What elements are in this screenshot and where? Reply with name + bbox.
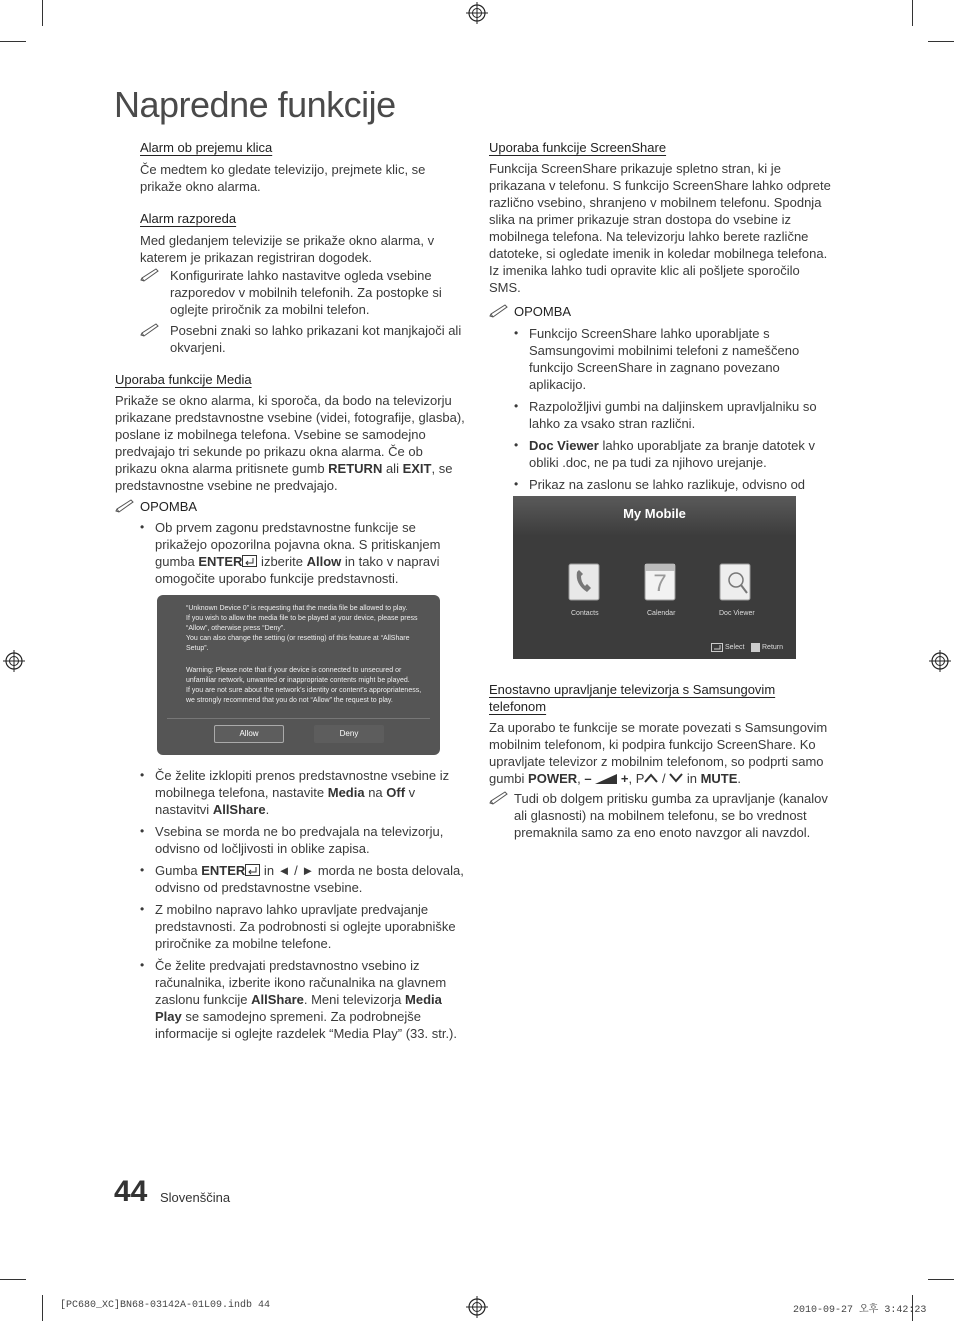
- note-text: Posebni znaki so lahko prikazani kot manjkajoči ali okvarjeni.: [170, 323, 462, 355]
- dialog-line: If you are not sure about the network’s identity or content’s appropriateness,: [186, 687, 422, 694]
- enter-icon: [242, 555, 257, 567]
- pencil-note-icon: [115, 499, 135, 513]
- paragraph: Prikaže se okno alarma, ki sporoča, da bodo na televizorju prikazane predstavnostne vsebine (videi, fotografije, glasba), poslane iz mobilnega telefona. Vsebine se samodejno predvajajo tri sekunde po prikazu okna alarma. Če ob prikazu okna alarma pritisnete gumb RETURN ali EXIT, se predstavnostne vsebine ne predvajajo.: [115, 393, 465, 493]
- list-item: • Vsebina se morda ne bo predvajala na televizorju, odvisno od ločljivosti in oblike zapisa.: [140, 823, 465, 857]
- crop-mark: [928, 41, 954, 42]
- list-item: • Razpoložljivi gumbi na daljinskem upravljalniku so lahko za vsako stran različni.: [514, 398, 835, 432]
- allow-button[interactable]: Allow: [214, 725, 284, 743]
- registration-mark-icon: [929, 650, 951, 672]
- note-text: Konfigurirate lahko nastavitve ogleda vsebine razporedov v mobilnih telefonih. Za postopke si oglejte priročnik za mobilni telefon.: [170, 268, 442, 317]
- deny-button[interactable]: Deny: [314, 725, 384, 743]
- dialog-line: “Unknown Device 0” is requesting that the media file be allowed to play.: [186, 605, 408, 612]
- dialog-message: [186, 604, 436, 706]
- pencil-note-icon: [489, 791, 509, 805]
- calendar-day: 7: [653, 570, 667, 597]
- note: [140, 322, 465, 356]
- paragraph: Če medtem ko gledate televizijo, prejmete klic, se prikaže okno alarma.: [140, 162, 426, 194]
- dialog-line: Setup”.: [186, 645, 209, 652]
- calendar-label: Calendar: [647, 610, 676, 617]
- section-heading: Enostavno upravljanje televizorja s Samsungovim telefonom: [489, 682, 776, 714]
- opomba-label: OPOMBA: [514, 304, 572, 319]
- list-item: • Če želite izklopiti prenos predstavnostne vsebine iz mobilnega telefona, nastavite Media na Off v nastavitvi AllShare.: [140, 767, 465, 818]
- paragraph: Funkcija ScreenShare prikazuje spletno stran, ki je prikazana v telefonu. S funkcijo ScreenShare lahko odprete različno vsebino, shranjeno v mobilnem telefonu. Spodnja slika na primer prikazuje stran dostopa do vsebine iz mobilnega telefona. Na televizorju lahko berete različne datoteke, si ogledate imenik in koledar mobilnega telefona. Iz imenika lahko tudi opravite klic ali pošljete sporočilo SMS.: [489, 161, 831, 295]
- list-item: • Prikaz na zaslonu se lahko razlikuje, odvisno od: [514, 476, 835, 510]
- dialog-line: unfamiliar network, unwanted or inappropriate contents might be played.: [186, 677, 410, 684]
- section-heading: Alarm razporeda: [140, 211, 237, 226]
- pencil-note-icon: [140, 323, 160, 337]
- note: [489, 790, 835, 841]
- page-language: Slovenščina: [160, 1190, 231, 1205]
- enter-icon: [711, 643, 723, 652]
- page-title: Napredne funkcije: [114, 84, 396, 125]
- return-label: Return: [762, 644, 784, 651]
- doc-viewer-icon[interactable]: [718, 562, 752, 602]
- registration-mark-icon: [466, 1296, 488, 1318]
- bullet-list: [115, 519, 465, 587]
- crop-mark: [42, 1295, 43, 1321]
- doc-viewer-label: Doc Viewer: [719, 610, 755, 617]
- section-heading: Uporaba funkcije Media: [115, 372, 252, 387]
- tv-dialog-screenshot: [157, 595, 440, 755]
- crop-mark: [42, 0, 43, 26]
- list-item: • Ob prvem zagonu predstavnostne funkcije se prikažejo opozorilna pojavna okna. S pritiskanjem gumba ENTER izberite Allow in tako v napravi omogočite uporabo funkcije predstavnosti.: [140, 519, 465, 587]
- registration-mark-icon: [3, 650, 25, 672]
- dialog-line: Warning: Please note that if your device is connected to unsecured or: [186, 667, 402, 674]
- bullet-list: [489, 325, 835, 510]
- right-column-continued: [489, 681, 835, 841]
- dialog-line: we strongly recommend that you do not “Allow” the request to play.: [186, 697, 393, 704]
- contacts-icon[interactable]: [567, 562, 601, 602]
- dialog-line: You can also change the setting (or resetting) of this feature at “AllShare: [186, 635, 410, 642]
- return-icon: [751, 643, 760, 652]
- print-footer-right: 2010-09-27 오후 3:42:23: [793, 1305, 927, 1316]
- list-item: • Gumba ENTER in ◄ / ► morda ne bosta delovala, odvisno od predstavnostne vsebine.: [140, 862, 465, 896]
- dialog-line: “Allow”, otherwise press “Deny”.: [186, 625, 286, 632]
- my-mobile-screenshot: [513, 496, 796, 659]
- pencil-note-icon: [489, 304, 509, 318]
- chevron-up-icon: [644, 773, 658, 783]
- list-item: • Doc Viewer lahko uporabljate za branje datotek v obliki .doc, ne pa tudi za njihovo urejanje.: [514, 437, 835, 471]
- paragraph: Za uporabo te funkcije se morate povezati s Samsungovim mobilnim telefonom, ki podpira funkcijo ScreenShare. Ko upravljate televizor z mobilnim telefonom, so podprti samo gumbi POWER, – +, P / in MUTE.: [489, 720, 828, 786]
- select-label: Select: [725, 644, 745, 651]
- note: [140, 267, 465, 318]
- page-number: 44: [114, 1175, 148, 1208]
- registration-mark-icon: [466, 2, 488, 24]
- opomba-header: [115, 498, 465, 515]
- contacts-label: Contacts: [571, 610, 599, 617]
- left-column-continued: [140, 767, 465, 1047]
- dialog-divider: [167, 718, 430, 719]
- print-footer-left: [PC680_XC]BN68-03142A-01L09.indb 44: [60, 1300, 271, 1311]
- right-column: [489, 139, 835, 515]
- crop-mark: [0, 1279, 26, 1280]
- section-heading: Uporaba funkcije ScreenShare: [489, 140, 667, 155]
- opomba-label: OPOMBA: [140, 499, 198, 514]
- chevron-down-icon: [669, 773, 683, 783]
- volume-icon: [595, 774, 617, 784]
- crop-mark: [0, 41, 26, 42]
- my-mobile-title: My Mobile: [623, 506, 686, 521]
- pencil-note-icon: [140, 268, 160, 282]
- section-alarm-call: [115, 139, 465, 356]
- crop-mark: [912, 0, 913, 26]
- dialog-line: If you wish to allow the media file to be played at your device, please press: [186, 615, 418, 622]
- left-column: [115, 139, 465, 592]
- list-item: • Z mobilno napravo lahko upravljate predvajanje predstavnosti. Za podrobnosti si oglejte uporabniške priročnike za mobilne telefone.: [140, 901, 465, 952]
- opomba-header: [489, 303, 835, 320]
- section-heading: Alarm ob prejemu klica: [140, 140, 273, 155]
- note-text: Tudi ob dolgem pritisku gumba za upravljanje (kanalov ali glasnosti) na mobilnem telefonu, se bo vrednost premaknila samo za eno enoto navzgor ali navzdol.: [514, 791, 828, 840]
- list-item: • Funkcijo ScreenShare lahko uporabljate s Samsungovimi mobilnimi telefoni z nameščeno funkcijo ScreenShare in zagnano povezano aplikacijo.: [514, 325, 835, 393]
- crop-mark: [928, 1279, 954, 1280]
- paragraph: Med gledanjem televizije se prikaže okno alarma, v katerem je prikazan registriran dogodek.: [140, 233, 435, 265]
- enter-icon: [245, 864, 260, 876]
- list-item: • Če želite predvajati predstavnostno vsebino iz računalnika, izberite ikono računalnika na glavnem zaslonu funkcije AllShare. Meni televizorja Media Play se samodejno spremeni. Za podrobnejše informacije si oglejte razdelek “Media Play” (33. str.).: [140, 957, 465, 1042]
